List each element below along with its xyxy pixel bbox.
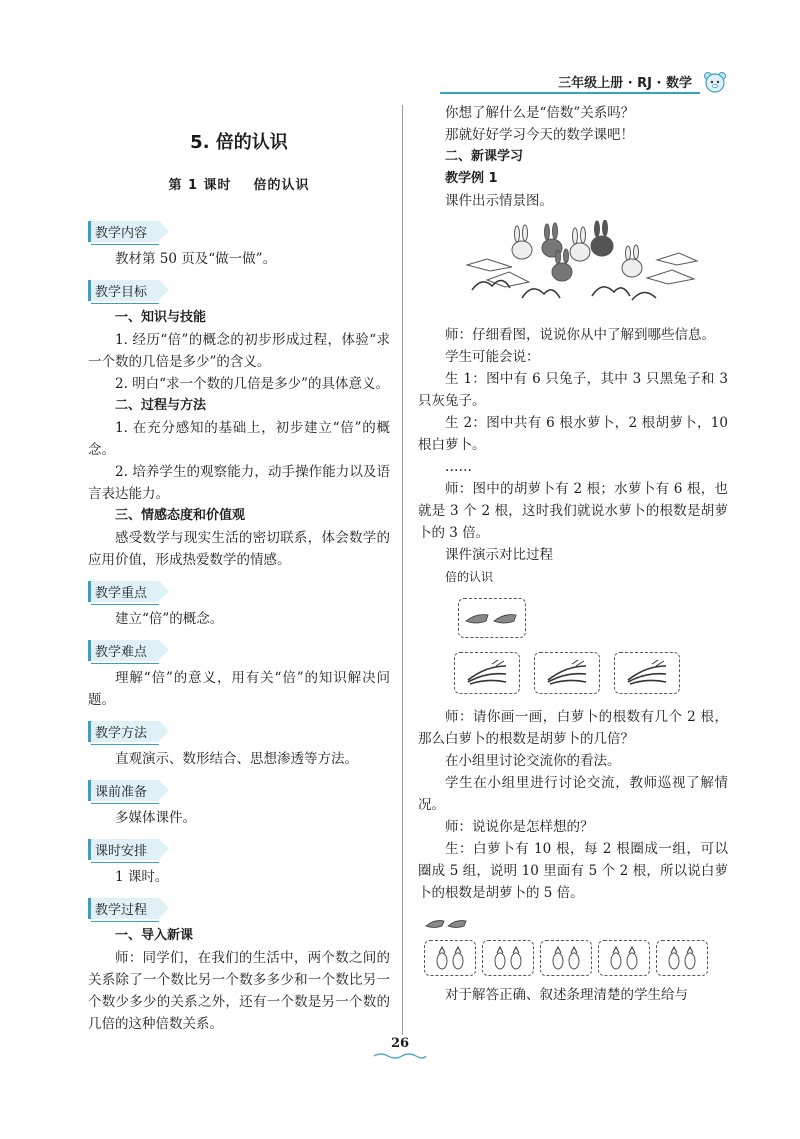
- radish-pair-box: [540, 940, 592, 976]
- white-radish-icon: [546, 945, 586, 971]
- section-method: [88, 717, 390, 770]
- chapter-title: 5. 倍的认识: [190, 132, 288, 153]
- paragraph: 师：图中的胡萝卜有 2 根；水萝卜有 6 根，也就是 3 个 2 根，这时我们就说水萝卜的根数是胡萝卜的 3 倍。: [418, 481, 728, 541]
- radish-group-box: [454, 652, 520, 694]
- running-header: [440, 72, 730, 92]
- right-column: [418, 102, 728, 1006]
- section-tag: 课时安排: [88, 839, 159, 860]
- section-tag: 教学难点: [88, 640, 159, 661]
- radish-pair-box: [598, 940, 650, 976]
- column-divider: [402, 105, 403, 1035]
- subheading: 二、新课学习: [445, 149, 524, 164]
- radish-pair-box: [424, 940, 476, 976]
- paragraph: 生：白萝卜有 10 根，每 2 根圈成一组，可以圈成 5 组，说明 10 里面有 5 个 2 根，所以说白萝卜的根数是胡萝卜的 5 倍。: [418, 841, 728, 901]
- paragraph: 师：请你画一画，白萝卜的根数有几个 2 根，那么白萝卜的根数是胡萝卜的几倍？: [418, 709, 728, 747]
- white-radish-icon: [604, 945, 644, 971]
- ellipsis: ……: [445, 459, 472, 475]
- section-process: [88, 894, 390, 1035]
- paragraph: 生 1：图中有 6 只兔子，其中 3 只黑兔子和 3 只灰兔子。: [418, 371, 728, 409]
- lesson-subtitle: [88, 174, 390, 193]
- bear-mascot-icon: [702, 70, 728, 94]
- section-key-point: [88, 577, 390, 630]
- lesson-number: 第 1 课时: [168, 178, 232, 193]
- radish-pairs-row: [424, 940, 728, 976]
- section-tag: 课前准备: [88, 780, 159, 801]
- white-radish-icon: [662, 945, 702, 971]
- paragraph: 直观演示、数形结合、思想渗透等方法。: [115, 751, 358, 767]
- paragraph: 2. 培养学生的观察能力，动手操作能力以及语言表达能力。: [88, 464, 390, 502]
- paragraph: 师：仔细看图，说说你从中了解到哪些信息。: [445, 327, 715, 343]
- section-content: [88, 217, 390, 270]
- radish-pair-box: [482, 940, 534, 976]
- header-text: 三年级上册 · RJ · 数学: [558, 76, 692, 91]
- radish-group-row: [454, 652, 728, 694]
- paragraph: 感受数学与现实生活的密切联系，体会数学的应用价值，形成热爱数学的情感。: [88, 530, 390, 568]
- section-prep: [88, 776, 390, 829]
- paragraph: 教材第 50 页及“做一做”。: [115, 251, 277, 267]
- rabbits-carrots-illustration: [462, 220, 702, 306]
- paragraph: 1. 经历“倍”的概念的初步形成过程，体验“求一个数的几倍是多少”的含义。: [88, 332, 390, 370]
- white-radish-icon: [488, 945, 528, 971]
- paragraph: 建立“倍”的概念。: [115, 611, 224, 627]
- radish-pair-box: [656, 940, 708, 976]
- paragraph: 学生可能会说：: [445, 349, 540, 365]
- paragraph: 1. 在充分感知的基础上，初步建立“倍”的概念。: [88, 420, 390, 458]
- section-schedule: [88, 835, 390, 888]
- example-heading: 教学例 1: [445, 171, 498, 186]
- page-number-ornament: [372, 1052, 428, 1060]
- radish-group-box: [534, 652, 600, 694]
- subheading: 一、知识与技能: [115, 310, 207, 325]
- section-tag: 教学重点: [88, 581, 159, 602]
- figure-label: 倍的认识: [445, 570, 494, 584]
- paragraph: 师：同学们，在我们的生活中，两个数之间的关系除了一个数比另一个数多多少和一个数比另一个数少多少的关系之外，还有一个数是另一个数的几倍的这种倍数关系。: [88, 950, 390, 1032]
- lesson-name: 倍的认识: [253, 178, 310, 193]
- subheading: 三、情感态度和价值观: [115, 508, 246, 523]
- paragraph: 2. 明白“求一个数的几倍是多少”的具体意义。: [115, 376, 389, 392]
- section-tag: 教学内容: [88, 221, 159, 242]
- radish-group-box: [614, 652, 680, 694]
- white-radish-grouping-figure: [424, 914, 728, 976]
- radish-bunch-icon: [542, 658, 592, 688]
- paragraph: 在小组里讨论交流你的看法。: [445, 753, 621, 769]
- comparison-figure: [418, 598, 728, 694]
- page-number: 26: [390, 1036, 410, 1051]
- paragraph: 课件演示对比过程: [445, 547, 553, 563]
- header-rule: [440, 92, 700, 94]
- radish-bunch-icon: [622, 658, 672, 688]
- paragraph: 多媒体课件。: [115, 810, 196, 826]
- paragraph: 学生在小组里进行讨论交流，教师巡视了解情况。: [418, 775, 728, 813]
- paragraph: 理解“倍”的意义，用有关“倍”的知识解决问题。: [88, 670, 390, 708]
- section-tag: 教学过程: [88, 898, 159, 919]
- paragraph: 1 课时。: [115, 869, 169, 885]
- paragraph: 课件出示情景图。: [445, 193, 553, 209]
- paragraph: 师：说说你是怎样想的？: [445, 819, 594, 835]
- carrot-icon: [462, 605, 522, 631]
- white-radish-icon: [430, 945, 470, 971]
- paragraph: 生 2：图中共有 6 根水萝卜，2 根胡萝卜，10 根白萝卜。: [418, 415, 728, 453]
- radish-bunch-icon: [462, 658, 512, 688]
- left-column: [88, 112, 390, 1041]
- paragraph: 对于解答正确、叙述条理清楚的学生给与: [445, 987, 688, 1003]
- section-difficulty: [88, 636, 390, 711]
- carrot-group-box: [458, 598, 526, 638]
- paragraph: 你想了解什么是“倍数”关系吗？: [445, 105, 635, 121]
- subheading: 一、导入新课: [115, 928, 194, 943]
- carrot-icon: [424, 914, 470, 932]
- section-goals: [88, 276, 390, 571]
- section-tag: 教学方法: [88, 721, 159, 742]
- paragraph: 那就好好学习今天的数学课吧！: [445, 127, 634, 143]
- section-tag: 教学目标: [88, 280, 159, 301]
- subheading: 二、过程与方法: [115, 398, 207, 413]
